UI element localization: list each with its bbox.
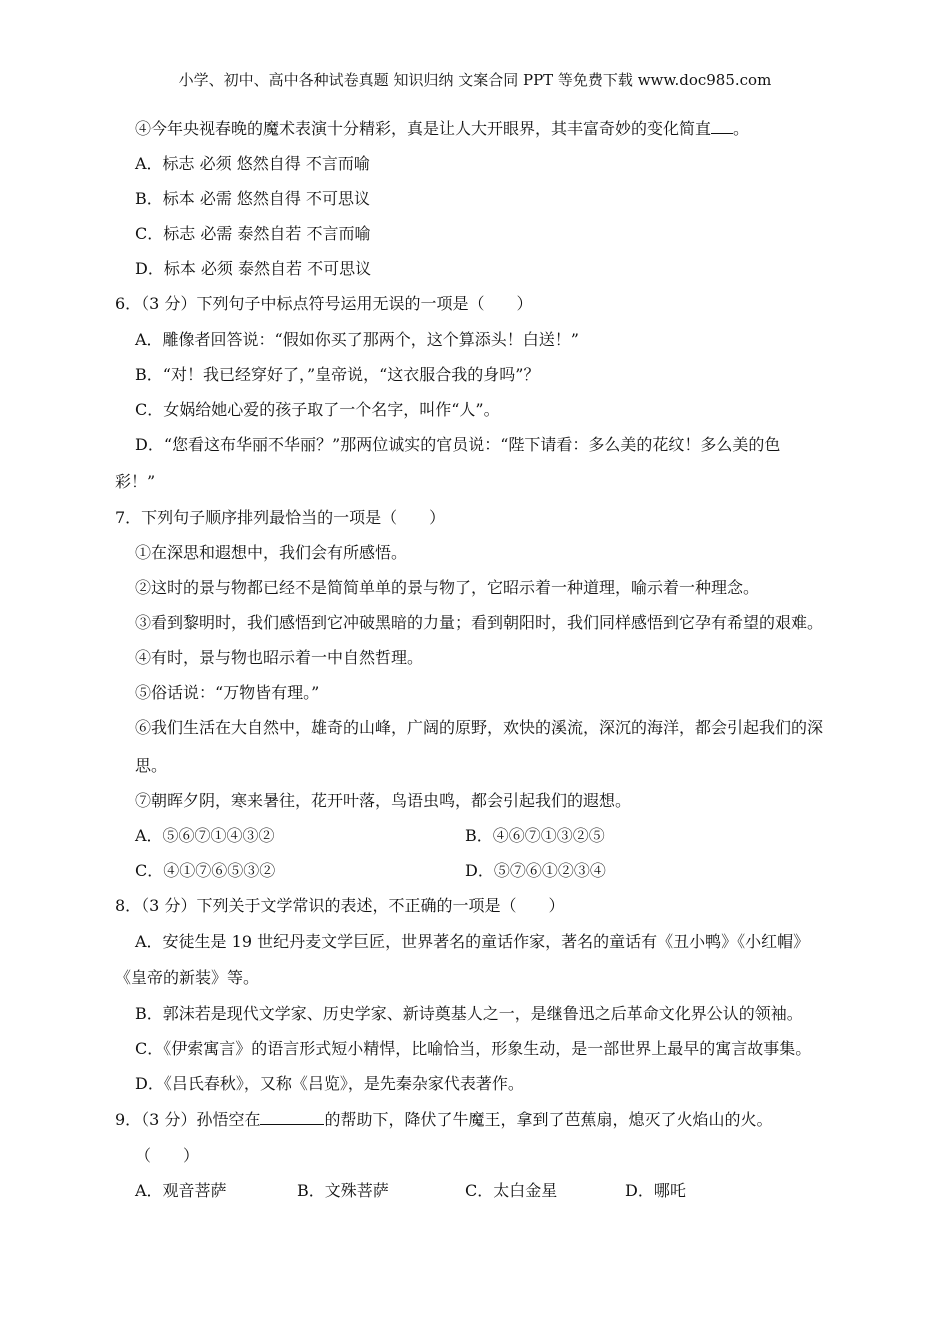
q7-item-7: ⑦朝晖夕阴，寒来暑往，花开叶落，鸟语虫鸣，都会引起我们的遐想。 <box>135 791 632 810</box>
q9-option-d: D．哪吒 <box>625 1181 686 1200</box>
q6-option-a: A．雕像者回答说：“假如你买了那两个，这个算添头！白送！” <box>135 330 579 349</box>
q7-item-2: ②这时的景与物都已经不是简简单单的景与物了，它昭示着一种道理，喻示着一种理念。 <box>135 578 760 597</box>
q5-item-4-text: ④今年央视春晚的魔术表演十分精彩，真是让人大开眼界，其丰富奇妙的变化简直 <box>135 119 712 138</box>
fill-blank <box>711 119 733 134</box>
q8-option-a: A．安徒生是 19 世纪丹麦文学巨匠，世界著名的童话作家，著名的童话有《丑小鸭》《小红帽》 <box>135 932 810 951</box>
q5-option-c: C．标志 必需 泰然自若 不言而喻 <box>135 224 371 243</box>
q9-stem-start: 9．（3 分）孙悟空在 <box>115 1110 261 1129</box>
q7-item-5: ⑤俗话说：“万物皆有理。” <box>135 683 320 702</box>
q5-option-a: A．标志 必须 悠然自得 不言而喻 <box>135 154 370 173</box>
q5-item-4 <box>135 119 749 139</box>
q9-stem <box>115 1110 772 1130</box>
q7-item-1: ①在深思和遐想中，我们会有所感悟。 <box>135 543 408 562</box>
q8-option-d: D．《吕氏春秋》，又称《吕览》，是先秦杂家代表著作。 <box>135 1074 524 1093</box>
q8-option-b: B．郭沫若是现代文学家、历史学家、新诗奠基人之一，是继鲁迅之后革命文化界公认的领袖。 <box>135 1004 803 1023</box>
q7-option-b: B．④⑥⑦①③②⑤ <box>465 826 605 845</box>
q7-option-c: C．④①⑦⑥⑤③② <box>135 861 276 880</box>
q6-option-d-continued: 彩！” <box>115 472 156 491</box>
q7-option-d: D．⑤⑦⑥①②③④ <box>465 861 606 880</box>
q7-item-3: ③看到黎明时，我们感悟到它冲破黑暗的力量；看到朝阳时，我们同样感悟到它孕有希望的艰难。 <box>135 613 824 632</box>
q7-option-a: A．⑤⑥⑦①④③② <box>135 826 275 845</box>
q5-item-4-end: 。 <box>733 119 750 138</box>
q9-stem-end: 的帮助下，降伏了牛魔王，拿到了芭蕉扇，熄灭了火焰山的火。 <box>324 1110 773 1129</box>
q8-stem: 8．（3 分）下列关于文学常识的表述，不正确的一项是（ ） <box>115 896 565 915</box>
q7-stem: 7．下列句子顺序排列最恰当的一项是（ ） <box>115 508 446 527</box>
q9-option-b: B．文殊菩萨 <box>297 1181 389 1200</box>
q6-option-b: B．“对！我已经穿好了，”皇帝说，“这衣服合我的身吗”？ <box>135 365 540 384</box>
q8-option-c: C．《伊索寓言》的语言形式短小精悍，比喻恰当，形象生动，是一部世界上最早的寓言故事集。 <box>135 1039 812 1058</box>
q9-option-a: A．观音菩萨 <box>135 1181 227 1200</box>
q9-answer-paren: （ ） <box>135 1146 200 1165</box>
q5-option-b: B．标本 必需 悠然自得 不可思议 <box>135 189 371 208</box>
q6-option-c: C．女娲给她心爱的孩子取了一个名字，叫作“人”。 <box>135 400 500 419</box>
fill-blank <box>260 1110 324 1125</box>
q7-item-6-continued: 思。 <box>135 756 168 775</box>
q6-stem: 6．（3 分）下列句子中标点符号运用无误的一项是（ ） <box>115 294 533 313</box>
page-header: 小学、初中、高中各种试卷真题 知识归纳 文案合同 PPT 等免费下载 www.doc985.com <box>178 71 772 89</box>
q9-option-c: C．太白金星 <box>465 1181 558 1200</box>
q6-option-d: D．“您看这布华丽不华丽？”那两位诚实的官员说：“陛下请看：多么美的花纹！多么美的色 <box>135 435 781 454</box>
q7-item-4: ④有时，景与物也昭示着一中自然哲理。 <box>135 648 424 667</box>
q8-option-a-continued: 《皇帝的新装》等。 <box>115 968 260 987</box>
q5-option-d: D．标本 必须 泰然自若 不可思议 <box>135 259 372 278</box>
q7-item-6: ⑥我们生活在大自然中，雄奇的山峰，广阔的原野，欢快的溪流，深沉的海洋，都会引起我们的深 <box>135 718 824 737</box>
